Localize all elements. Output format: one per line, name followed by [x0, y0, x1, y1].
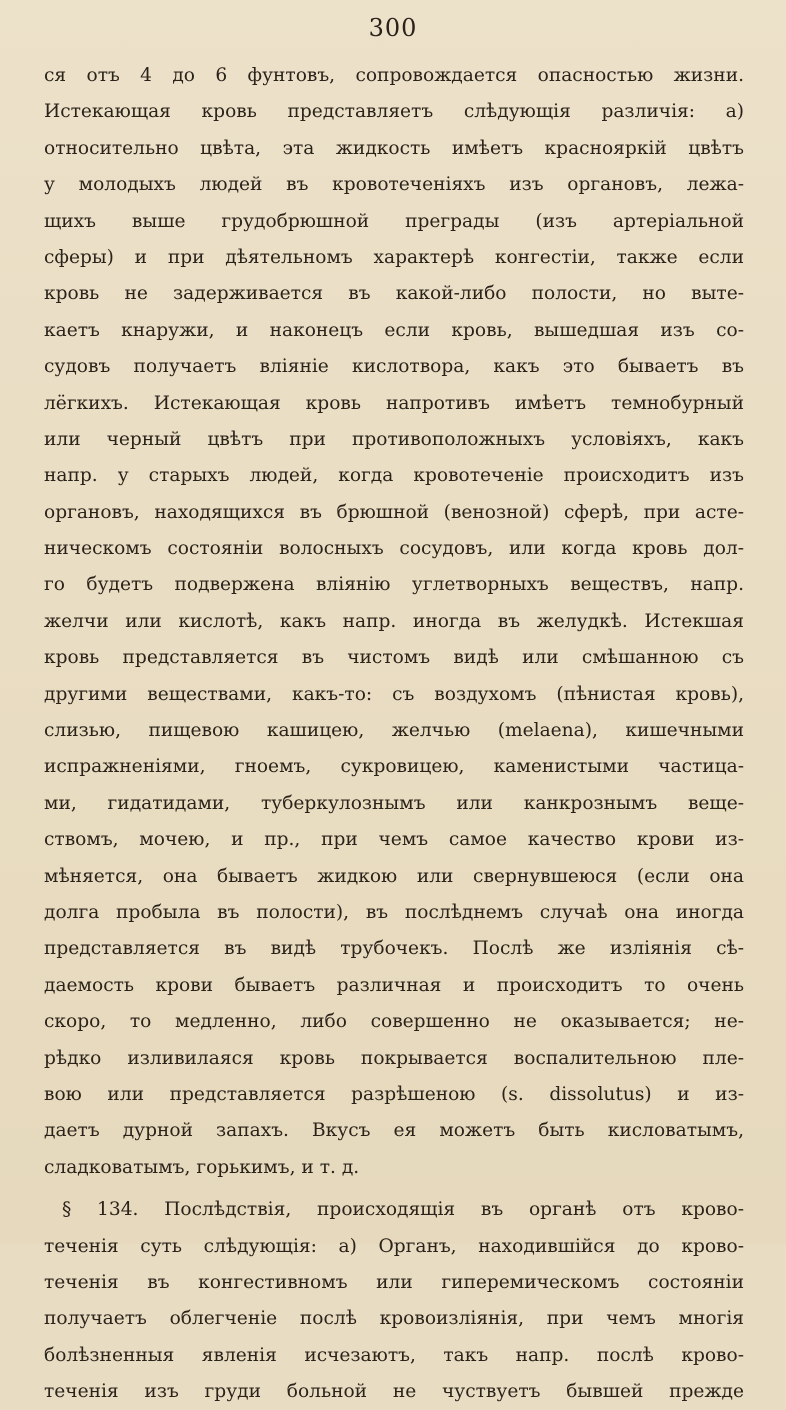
section-heading-line: § 134. Послѣдствія, происходящія въ органѣ отъ крово-	[62, 1199, 744, 1221]
paragraph-1	[44, 58, 744, 1186]
paragraph-2	[44, 1192, 744, 1410]
text-line: сладковатымъ, горькимъ, и т. д.	[44, 1156, 360, 1178]
text-line: ми, гидатидами, туберкулознымъ или канкрознымъ веще-	[44, 792, 744, 814]
text-line: ся отъ 4 до 6 фунтовъ, сопровождается опасностью жизни.	[44, 65, 744, 86]
text-line: желчи или кислотѣ, какъ напр. иногда въ желудкѣ. Истекшая	[44, 610, 744, 632]
text-line: испражненіями, гноемъ, сукровицею, каменистыми частица-	[44, 756, 744, 778]
text-line: мѣняется, она бываетъ жидкою или свернувшеюся (если она	[44, 865, 744, 887]
text-line: относительно цвѣта, эта жидкость имѣетъ краснояркій цвѣтъ	[44, 137, 744, 159]
text-line: ствомъ, мочею, и пр., при чемъ самое качество крови из-	[44, 829, 744, 851]
text-line: органовъ, находящихся въ брюшной (венозной) сферѣ, при асте-	[44, 501, 744, 523]
text-line: кровь представляется въ чистомъ видѣ или смѣшанною съ	[44, 647, 744, 669]
text-line: представляется въ видѣ трубочекъ. Послѣ же изліянія сѣ-	[44, 938, 744, 960]
text-line: щихъ выше грудобрюшной преграды (изъ артеріальной	[44, 210, 744, 232]
text-line: даетъ дурной запахъ. Вкусъ ея можетъ быть кисловатымъ,	[44, 1120, 744, 1142]
text-line: теченія суть слѣдующія: а) Органъ, находившійся до крово-	[44, 1235, 744, 1257]
text-line: кровь не задерживается въ какой-либо полости, но выте-	[44, 283, 744, 305]
text-line: теченія изъ груди больной не чуствуетъ бывшей прежде	[44, 1381, 744, 1403]
text-line: сферы) и при дѣятельномъ характерѣ конгестіи, также если	[44, 246, 744, 268]
text-line: напр. у старыхъ людей, когда кровотеченіе происходитъ изъ	[44, 465, 744, 487]
text-line: каетъ кнаружи, и наконецъ если кровь, вышедшая изъ со-	[44, 319, 744, 341]
page-number: 300	[368, 14, 418, 42]
text-line: теченія въ конгестивномъ или гиперемическомъ состояніи	[44, 1271, 744, 1293]
text-line: получаетъ облегченіе послѣ кровоизліянія, при чемъ многія	[44, 1308, 744, 1330]
text-line: слизью, пищевою кашицею, желчью (melaena), кишечными	[44, 720, 744, 742]
text-line: у молодыхъ людей въ кровотеченіяхъ изъ органовъ, лежа-	[44, 174, 744, 196]
text-line: болѣзненныя явленія исчезаютъ, такъ напр. послѣ крово-	[44, 1344, 744, 1366]
text-line: ническомъ состояніи волосныхъ сосудовъ, или когда кровь дол-	[44, 538, 744, 560]
text-line: рѣдко изливилаяся кровь покрывается воспалительною пле-	[44, 1047, 744, 1069]
text-line: Истекающая кровь представляетъ слѣдующія различія: а)	[44, 101, 744, 123]
body-text	[44, 58, 744, 1410]
text-line: вою или представляется разрѣшеною (s. dissolutus) и из-	[44, 1083, 744, 1105]
text-line: судовъ получаетъ вліяніе кислотвора, какъ это бываетъ въ	[44, 356, 744, 378]
text-line: скоро, то медленно, либо совершенно не оказывается; не-	[44, 1011, 744, 1033]
text-line: лёгкихъ. Истекающая кровь напротивъ имѣетъ темнобурный	[44, 392, 744, 414]
text-line: го будетъ подвержена вліянію углетворныхъ веществъ, напр.	[44, 574, 744, 596]
text-line: или черный цвѣтъ при противоположныхъ условіяхъ, какъ	[44, 428, 744, 450]
text-line: другими веществами, какъ-то: съ воздухомъ (пѣнистая кровь),	[44, 683, 744, 705]
text-line: долга пробыла въ полости), въ послѣднемъ случаѣ она иногда	[44, 901, 744, 923]
text-line: даемость крови бываетъ различная и происходитъ то очень	[44, 974, 744, 996]
